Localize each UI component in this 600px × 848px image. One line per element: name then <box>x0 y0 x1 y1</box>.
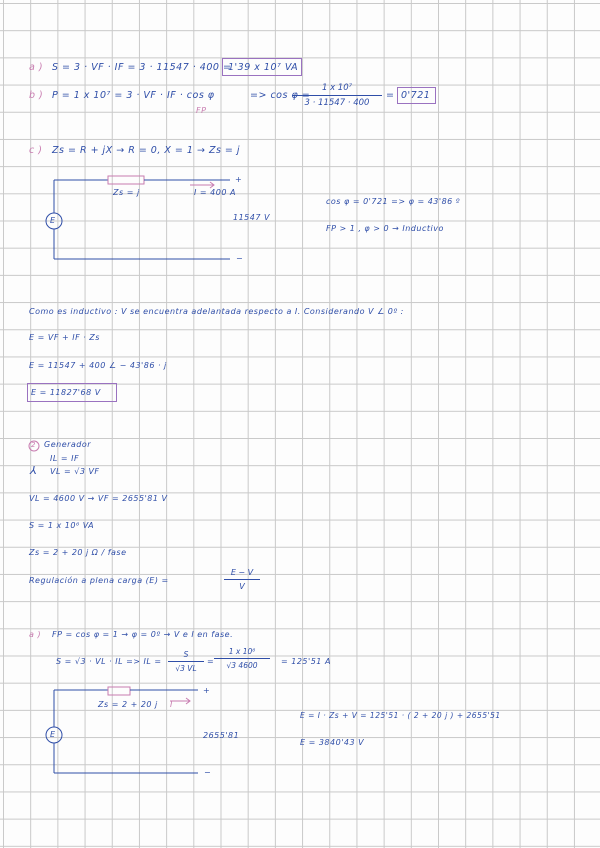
part-a-label: a ) <box>29 62 44 73</box>
circuit-1-voltage-label: 11547 V <box>233 213 270 222</box>
active-power-equation: P = 1 x 10⁷ = 3 · VF · IF · cos φ <box>52 90 215 101</box>
generator-title: Generador <box>44 440 92 449</box>
fraction-2-numerator: 1 x 10⁶ <box>228 647 256 656</box>
line-current-result: = 125'51 A <box>281 657 331 666</box>
fraction-2-denominator: √3 4600 <box>226 661 258 670</box>
fraction-equals: = <box>207 657 215 666</box>
inductive-explanation: Como es inductivo : V se encuentra adelantada respecto a I. Considerando V ∠ 0º : <box>29 307 404 316</box>
emf-equation-1: E = VF + IF · Zs <box>29 333 100 342</box>
star-connection-icon: ⅄ <box>30 464 38 477</box>
generator-emf-result: E = 3840'43 V <box>300 738 365 747</box>
apparent-power-generator: S = 1 x 10⁶ VA <box>29 521 95 530</box>
circuit-1-current-label: I = 400 A <box>194 188 236 197</box>
regulation-label: Regulación a plena carga (E) = <box>29 576 169 585</box>
unity-power-factor-line: FP = cos φ = 1 → φ = 0º → V e I en fase. <box>52 630 234 639</box>
cos-phi-angle-line: cos φ = 0'721 => φ = 43'86 º <box>326 197 461 206</box>
emf-result: E = 11827'68 V <box>31 388 101 397</box>
section-number: 2 <box>31 441 36 449</box>
generator-impedance: Zs = 2 + 20 j Ω / fase <box>29 548 127 557</box>
circuit-1-minus: − <box>236 254 244 263</box>
emf-equation-2: E = 11547 + 400 ∠ − 43'86 · j <box>29 361 167 370</box>
gen-part-a-label: a ) <box>29 630 42 639</box>
circuit-2-impedance-label: Zs = 2 + 20 j <box>98 700 158 709</box>
impedance-equation: Zs = R + jX → R = 0, X = 1 → Zs = j <box>52 145 241 156</box>
circuit-2-source-label: E <box>50 730 56 739</box>
star-voltage-relation: VL = √3 VF <box>50 467 100 476</box>
circuit-2-current-label: I <box>170 700 173 709</box>
circuit-2-minus: − <box>204 768 212 777</box>
fraction-1-denominator: √3 VL <box>175 664 197 673</box>
apparent-power-result: 1'39 x 10⁷ VA <box>228 62 299 73</box>
part-b-label: b ) <box>29 90 44 101</box>
cos-phi-result: 0'721 <box>401 90 431 101</box>
apparent-power-equation: S = 3 · VF · IF = 3 · 11547 · 400 = <box>52 62 232 73</box>
line-voltage-line: VL = 4600 V → VF = 2655'81 V <box>29 494 168 503</box>
regulation-fraction <box>224 568 260 591</box>
cos-phi-equals: = <box>386 90 395 101</box>
cos-phi-denominator: 3 · 11547 · 400 <box>304 98 370 108</box>
circuit-1-plus: + <box>235 175 243 184</box>
line-current-fraction-1 <box>168 650 204 673</box>
circuit-1-source-label: E <box>50 216 56 225</box>
circuit-2-voltage-label: 2655'81 <box>203 731 240 740</box>
cos-phi-numerator: 1 x 10⁷ <box>321 83 353 93</box>
cos-phi-arrow: => cos φ = <box>250 90 311 101</box>
power-factor-note: FP <box>196 106 207 115</box>
generator-emf-equation: E = I · Zs + V = 125'51 · ( 2 + 20 j ) + 2655'51 <box>300 711 501 720</box>
inductive-line: FP > 1 , φ > 0 → Inductivo <box>326 224 444 233</box>
line-current-equation: S = √3 · VL · IL => IL = <box>56 657 162 666</box>
circuit-1-impedance-label: Zs = j <box>113 188 140 197</box>
fraction-1-numerator: S <box>183 650 189 659</box>
star-current-relation: IL = IF <box>50 454 80 463</box>
regulation-denominator: V <box>239 582 245 591</box>
circuit-2-plus: + <box>203 686 211 695</box>
part-c-label: c ) <box>29 145 43 156</box>
regulation-numerator: E − V <box>230 568 254 577</box>
line-current-fraction-2 <box>214 647 270 670</box>
